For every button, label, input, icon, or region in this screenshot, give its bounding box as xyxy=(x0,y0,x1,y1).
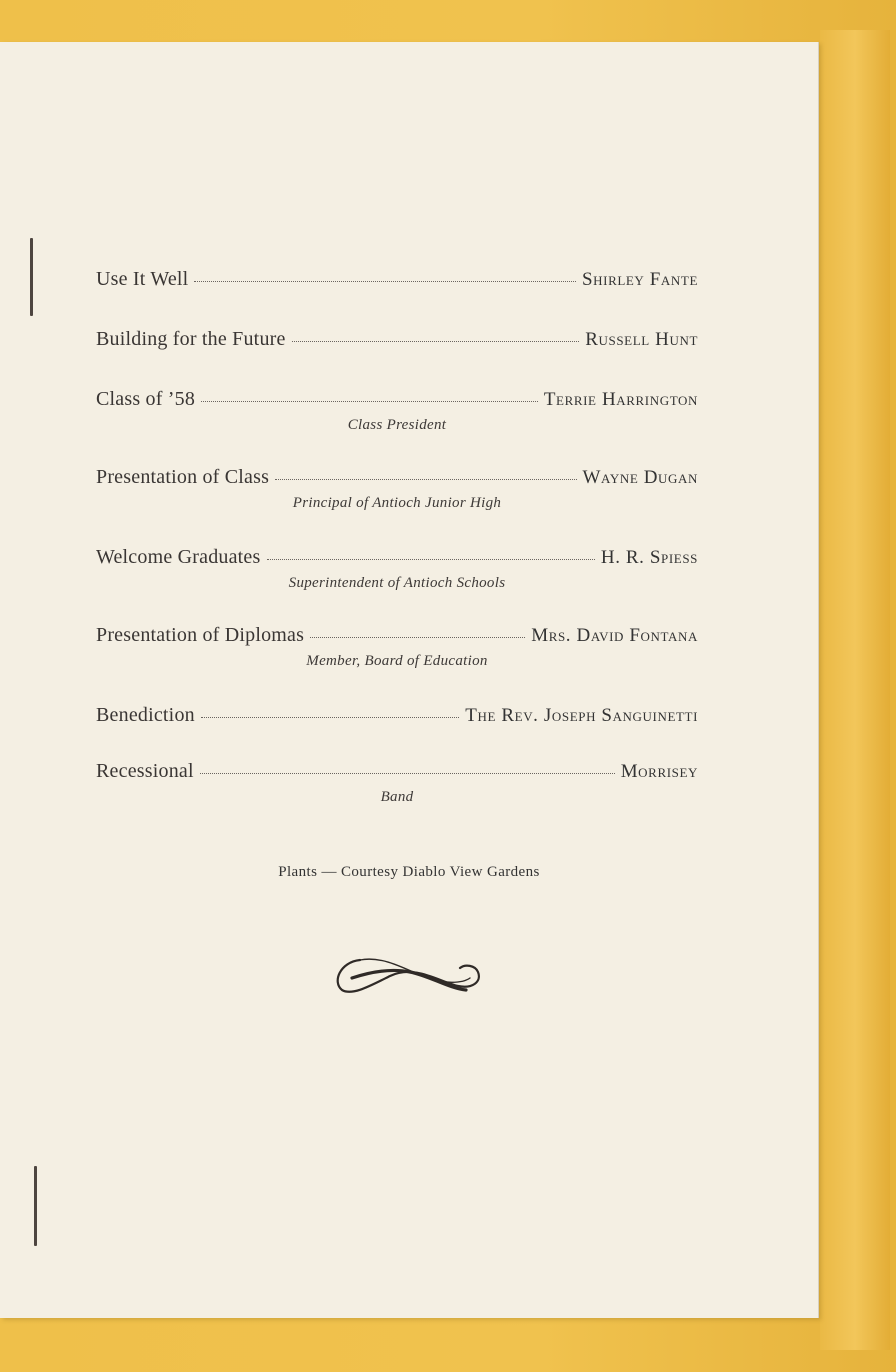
entry-role: Superintendent of Antioch Schools xyxy=(288,575,506,591)
entry-role: Class President xyxy=(347,417,447,433)
program-entry xyxy=(96,546,698,592)
entry-performer: Shirley Fante xyxy=(581,269,698,290)
entry-performer: H. R. Spiess xyxy=(600,547,698,568)
entry-title: Welcome Graduates xyxy=(96,546,261,568)
entry-title: Building for the Future xyxy=(96,328,286,350)
dot-leader xyxy=(267,559,595,560)
staple-icon xyxy=(34,1166,37,1246)
cover-edge xyxy=(820,30,890,1350)
entry-performer: The Rev. Joseph Sanguinetti xyxy=(465,705,698,726)
dot-leader xyxy=(194,281,576,282)
program-entry xyxy=(96,704,698,727)
dot-leader xyxy=(310,637,525,638)
entry-title: Class of ’58 xyxy=(96,388,196,410)
dot-leader xyxy=(201,401,538,402)
entry-role: Member, Board of Education xyxy=(306,653,488,669)
entry-title: Presentation of Class xyxy=(96,466,270,488)
plants-credit: Plants — Courtesy Diablo View Gardens xyxy=(278,864,540,880)
entry-performer: Terrie Harrington xyxy=(543,389,698,410)
staple-icon xyxy=(30,238,33,316)
dot-leader xyxy=(200,773,615,774)
program-entry xyxy=(96,328,698,351)
program-entry xyxy=(96,466,698,512)
entry-performer: Russell Hunt xyxy=(585,329,698,350)
entry-performer: Wayne Dugan xyxy=(582,467,698,488)
entry-title: Benediction xyxy=(96,704,195,726)
entry-title: Recessional xyxy=(96,760,194,782)
program-entry xyxy=(96,760,698,806)
entry-performer: Morrisey xyxy=(620,761,698,782)
program-page xyxy=(0,42,818,1318)
flourish-ornament-icon xyxy=(330,952,486,1002)
program-entry xyxy=(96,268,698,291)
dot-leader xyxy=(292,341,580,342)
entry-performer: Mrs. David Fontana xyxy=(531,625,698,646)
entry-title: Use It Well xyxy=(96,268,189,290)
entry-role: Principal of Antioch Junior High xyxy=(292,495,502,511)
dot-leader xyxy=(201,717,459,718)
program-entry xyxy=(96,624,698,670)
entry-title: Presentation of Diplomas xyxy=(96,624,305,646)
entry-role: Band xyxy=(380,789,414,805)
program-entry xyxy=(96,388,698,434)
dot-leader xyxy=(275,479,576,480)
